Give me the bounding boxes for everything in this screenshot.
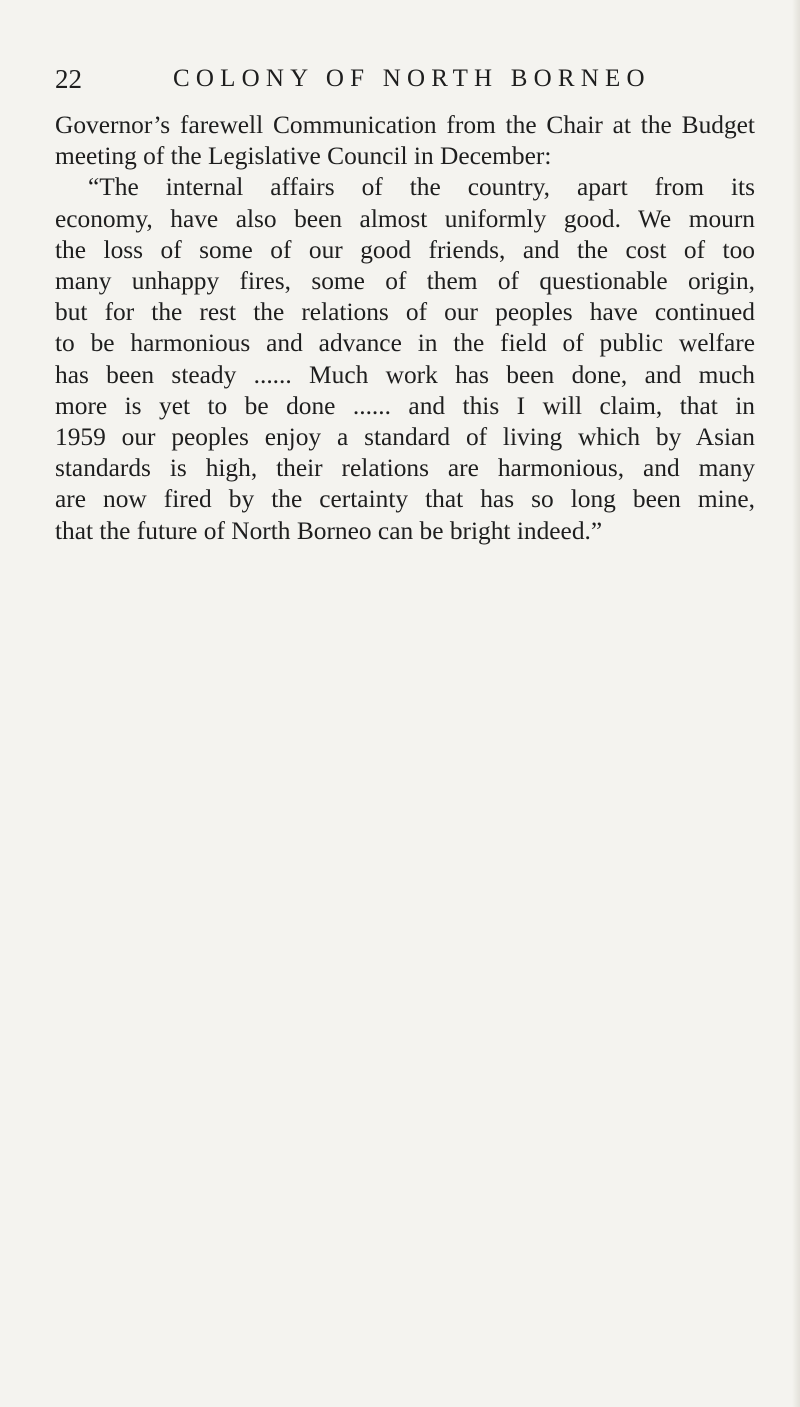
quote-line: “The internal affairs of the country, apart from its	[88, 173, 755, 202]
quote-line: are now fired by the certainty that has so long been mine,	[55, 485, 755, 514]
quote-line: but for the rest the relations of our peoples have continued	[55, 298, 755, 327]
quote-line: many unhappy fires, some of them of questionable origin,	[55, 267, 755, 296]
intro-paragraph	[55, 110, 755, 172]
quote-line: to be harmonious and advance in the field of public welfare	[55, 329, 755, 358]
quote-line: the loss of some of our good friends, and the cost of too	[55, 235, 755, 264]
quoted-paragraph	[55, 172, 755, 546]
quote-line: has been steady ...... Much work has been done, and much	[55, 360, 755, 389]
running-head	[55, 62, 755, 96]
page-number: 22	[55, 64, 82, 94]
intro-line: Governor’s farewell Communication from the Chair at the Budget	[55, 111, 755, 139]
page-edge-shadow	[792, 0, 800, 1407]
intro-line: meeting of the Legislative Council in December:	[55, 142, 552, 171]
running-title: COLONY OF NORTH BORNEO	[173, 65, 651, 92]
quote-line: more is yet to be done ...... and this I will claim, that in	[55, 391, 755, 420]
quote-line: that the future of North Borneo can be bright indeed.”	[55, 516, 603, 545]
quote-line: standards is high, their relations are harmonious, and many	[55, 454, 755, 483]
body-text	[55, 110, 755, 547]
quote-line: 1959 our peoples enjoy a standard of living which by Asian	[55, 423, 755, 452]
quote-line: economy, have also been almost uniformly good. We mourn	[55, 204, 755, 233]
